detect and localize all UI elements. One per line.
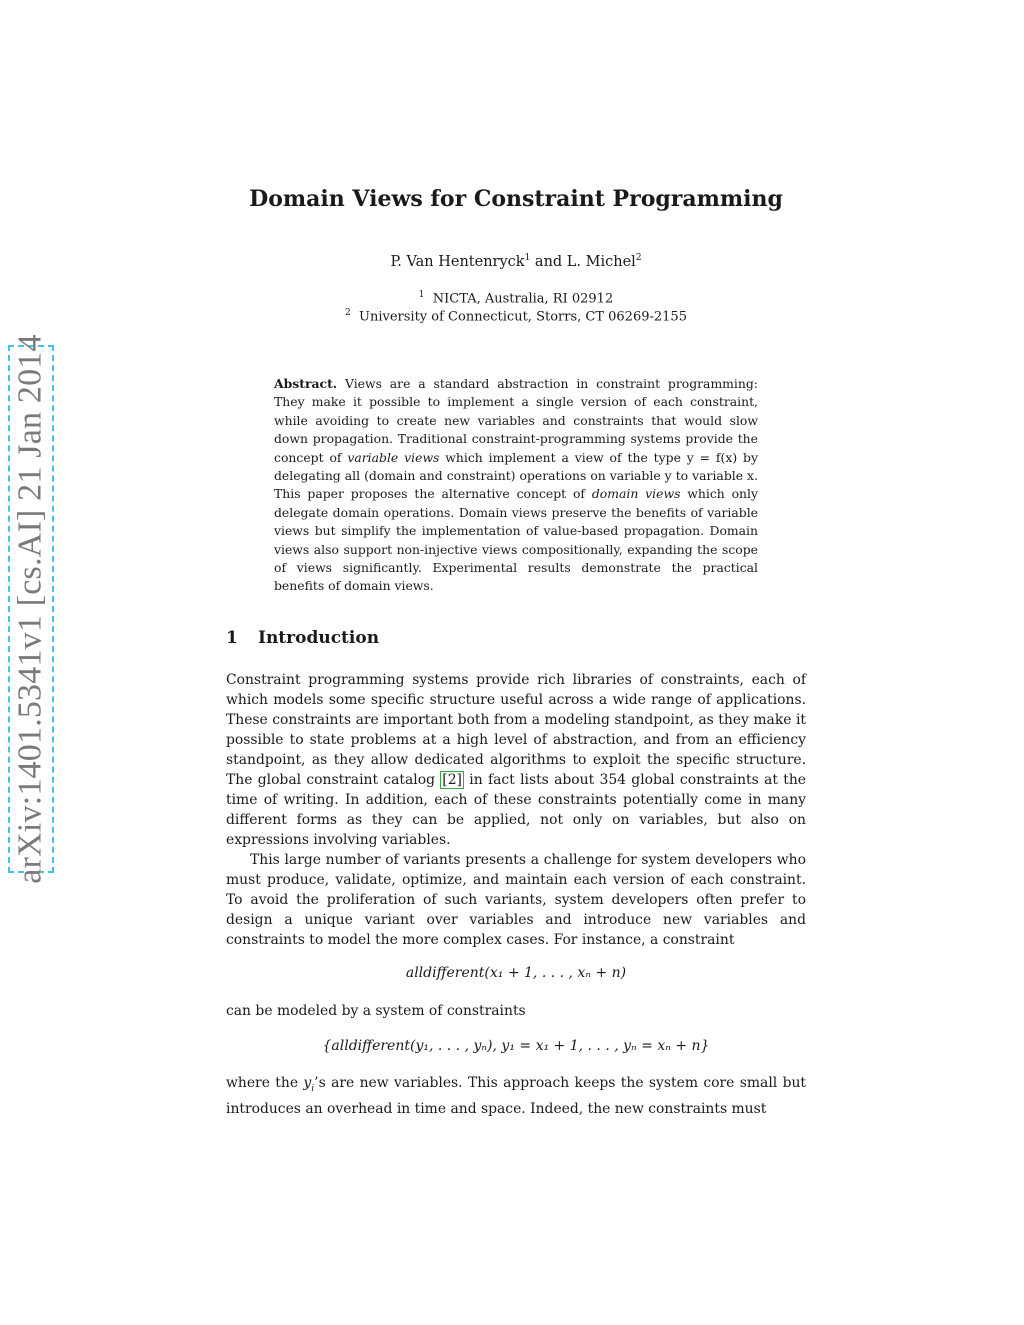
section-title: Introduction: [258, 628, 380, 648]
paragraph-text: ’s are new variables. This approach keeps the system core small but introduces an overhead in time and space. Indeed, the new constraints must: [226, 1075, 806, 1117]
intro-paragraph: [226, 670, 806, 850]
paragraph-text: Constraint programming systems provide rich libraries of constraints, each of which models some specific structure useful across a wide range of applications. These constraints are important both from a modeling standpoint, as they make it possible to state problems at a high level of abstraction, and from an efficiency standpoint, as they allow dedicated algorithms to exploit the specific structure. The global constraint catalog: [226, 672, 806, 788]
section-heading: [226, 628, 379, 648]
abstract-label: Abstract.: [274, 376, 338, 391]
paragraph-text: where the: [226, 1075, 304, 1091]
affiliation-text: University of Connecticut, Storrs, CT 06269-2155: [359, 309, 687, 325]
affiliation-mark: 1: [524, 253, 531, 263]
paper-title: Domain Views for Constraint Programming: [249, 186, 783, 212]
citation-link[interactable]: [2]: [442, 772, 462, 788]
affiliation-text: NICTA, Australia, RI 02912: [432, 291, 614, 307]
equation-system: {alldifferent(y₁, . . . , yₙ), y₁ = x₁ + 1, . . . , yₙ = xₙ + n}: [322, 1038, 710, 1054]
affiliation: [226, 308, 806, 324]
paragraph-text: can be modeled by a system of constraints: [226, 1003, 526, 1019]
arxiv-stamp: [8, 334, 54, 884]
author-conjunction: and: [530, 253, 567, 270]
abstract-text: which only delegate domain operations. Domain views preserve the benefits of variable views but simplify the implementation of value-based propagation. Domain views also support non-injective views compositionally, expanding the scope of views significantly. Experimental results demonstrate the practical benefits of domain views.: [274, 486, 758, 594]
arxiv-identifier: arXiv:1401.5341v1 [cs.AI] 21 Jan 2014: [12, 334, 49, 884]
affiliation: [226, 290, 806, 306]
abstract: [274, 375, 758, 596]
abstract-emphasis: domain views: [591, 486, 681, 502]
section-number: 1: [226, 628, 238, 648]
math-variable: y: [303, 1075, 312, 1091]
equation-alldifferent: alldifferent(x₁ + 1, . . . , xₙ + n): [405, 965, 627, 981]
abstract-text: which implement a view of the type y = f(x) by delegating all (domain and constraint) operations on variable y to variable x. This paper proposes the alternative concept of: [274, 449, 758, 502]
paragraph-text: This large number of variants presents a challenge for system developers who must produce, validate, optimize, and maintain each version of each constraint. To avoid the proliferation of such variants, system developers often prefer to design a unique variant over variables and introduce new variables and constraints to model the more complex cases. For instance, a constraint: [226, 852, 806, 948]
affiliation-mark: 2: [345, 308, 351, 318]
paragraph-text: in fact lists about 354 global constraints at the time of writing. In addition, each of these constraints potentially come in many different forms as they can be applied, not only on variables, but also on expressions involving variables.: [226, 772, 806, 848]
author-name: P. Van Hentenryck: [390, 253, 525, 270]
affiliation-mark: 2: [635, 253, 642, 263]
intro-paragraph: [226, 1073, 806, 1119]
abstract-text: Views are a standard abstraction in constraint programming: They make it possible to implement a single version of each constraint, while avoiding to create new variables and constraints that would slow down propagation. Traditional constraint-programming systems provide the concept of: [274, 376, 758, 465]
abstract-emphasis: variable views: [347, 449, 440, 465]
intro-paragraph: [226, 850, 806, 950]
author-line: [226, 253, 806, 270]
intro-paragraph: [226, 1001, 806, 1021]
math-subscript: i: [311, 1083, 315, 1094]
author-name: L. Michel: [566, 253, 636, 270]
affiliation-mark: 1: [418, 290, 425, 300]
